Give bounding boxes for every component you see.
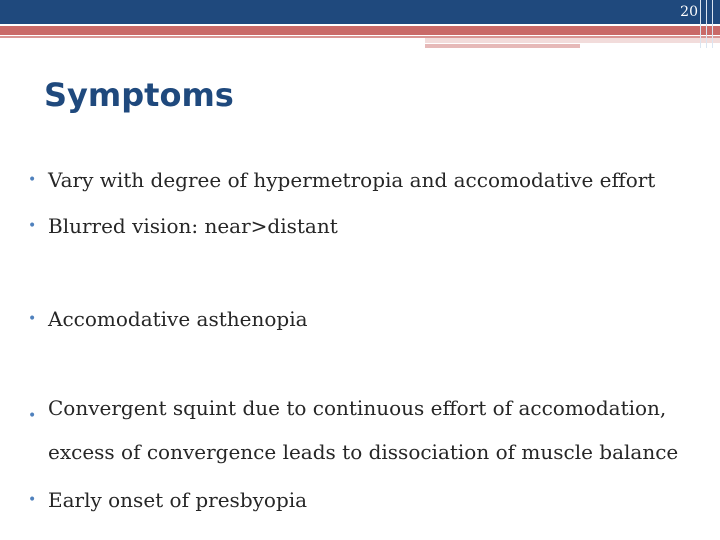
bullet-icon: • — [28, 311, 37, 327]
header-band-blue — [0, 0, 720, 24]
bullet-item — [28, 386, 708, 474]
bullet-icon: • — [28, 218, 37, 234]
bullet-icon: • — [28, 408, 37, 424]
bullet-text: Vary with degree of hypermetropia and accomodative effort — [48, 168, 656, 192]
bullet-item — [28, 166, 708, 194]
header-band-pink-short — [425, 44, 580, 48]
page-number: 20 — [680, 4, 698, 20]
bullet-item — [28, 305, 708, 333]
bullet-icon: • — [28, 492, 37, 508]
header-divider-line — [700, 0, 701, 48]
bullet-text: Convergent squint due to continuous effort of accomodation, excess of convergence leads to dissociation of muscle balance — [48, 396, 679, 464]
bullet-text: Accomodative asthenopia — [48, 307, 308, 331]
bullet-item — [28, 212, 708, 240]
bullet-text: Early onset of presbyopia — [48, 488, 308, 512]
bullet-text: Blurred vision: near>distant — [48, 214, 338, 238]
header-band-pink — [425, 38, 720, 43]
header-band-red — [0, 26, 720, 35]
bullet-item — [28, 486, 708, 514]
bullet-icon: • — [28, 172, 37, 188]
slide-title: Symptoms — [44, 76, 234, 114]
header-divider-line — [706, 0, 707, 48]
header-divider-line — [712, 0, 713, 48]
